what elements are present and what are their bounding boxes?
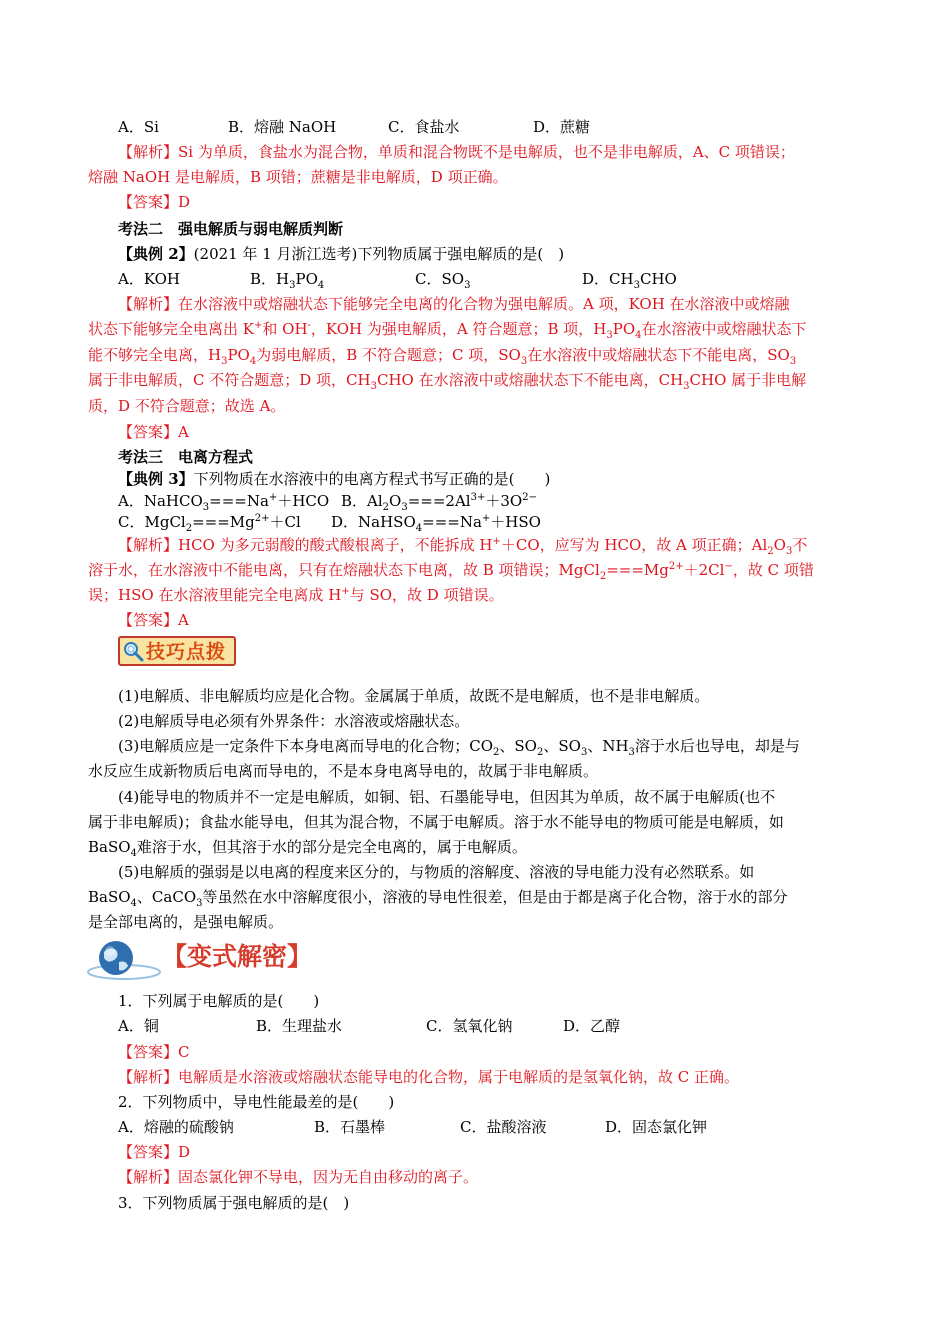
v2-option-b: B．石墨棒 (314, 1118, 386, 1136)
example3-analysis-l3: 误；HSO 在水溶液里能完全电离成 H+与 SO，故 D 项错误。 (88, 586, 504, 604)
q1-option-b: B．熔融 NaOH (228, 118, 337, 136)
example3-answer: 【答案】A (118, 611, 189, 629)
q1-answer: 【答案】D (118, 193, 191, 211)
tip-3-line1: (3)电解质应是一定条件下本身电离而导电的化合物；$CO_2$、$SO_2$、$SO_3$、$NH_3$溶于水后也导电，却是与 (118, 737, 800, 758)
v2-analysis: 【解析】固态氯化钾不导电，因为无自由移动的离子。 (118, 1168, 479, 1186)
method3-title: 考法三 电离方程式 (118, 448, 254, 466)
v1-analysis: 【解析】电解质是水溶液或熔融状态能导电的化合物，属于电解质的是氢氧化钠，故 C 正确。 (118, 1068, 740, 1086)
v1-options (118, 1015, 903, 1037)
example2-analysis-l3: 能不够完全电离，$H_3PO_4$为弱电解质，B 不符合题意；C 项，$SO_3$在水溶液中或熔融状态下不能电离，$SO_3$ (88, 346, 797, 367)
globe-icon (86, 936, 166, 982)
tip-5-line3: 是全部电离的，是强电解质。 (88, 913, 284, 931)
example3-option-d: D．NaHSO$_4$===Na+＋HSO (331, 513, 541, 534)
v2-stem: 2．下列物质中，导电性能最差的是( ) (118, 1093, 395, 1111)
v1-option-b: B．生理盐水 (256, 1017, 343, 1035)
variant-banner-label: 【变式解密】 (162, 942, 313, 971)
variant-banner (86, 936, 346, 982)
example3-question: 下列物质在水溶液中的电离方程式书写正确的是( ) (193, 470, 551, 488)
example3-options-cd (118, 511, 903, 533)
example2-option-b: B．$H_3PO_4$ (250, 270, 325, 291)
magnifier-icon (122, 640, 144, 662)
v2-options (118, 1116, 903, 1138)
example2-analysis-l2: 状态下能够完全电离出 K+和 OH-，KOH 为强电解质，A 符合题意；B 项，$H_3PO_4$在水溶液中或熔融状态下 (88, 320, 807, 341)
v2-option-a: A．熔融的硫酸钠 (118, 1118, 234, 1136)
q1-option-c: C．食盐水 (388, 118, 460, 136)
v3-stem: 3．下列物质属于强电解质的是( ) (118, 1194, 350, 1212)
method2-title: 考法二 强电解质与弱电解质判断 (118, 220, 344, 238)
example3-option-a: A．NaHCO$_3$===Na+＋HCO (118, 492, 330, 513)
tip-5-line2: BaSO$_4$、CaCO$_3$等虽然在水中溶解度很小，溶液的导电性很差，但是由于都是离子化合物，溶于水的部分 (88, 888, 788, 909)
example2-stem (118, 243, 903, 265)
tip-4-line1: (4)能导电的物质并不一定是电解质，如铜、铝、石墨能导电，但因其为单质，故不属于电解质(也不 (118, 788, 776, 806)
example2-tag: 【典例 2】 (118, 245, 194, 263)
example2-answer: 【答案】A (118, 423, 189, 441)
tip-5-line1: (5)电解质的强弱是以电离的程度来区分的，与物质的溶解度、溶液的导电能力没有必然联系。如 (118, 863, 755, 881)
example2-option-d: D．$CH_3CHO$ (582, 270, 677, 291)
example2-option-a: A．KOH (118, 270, 181, 288)
q1-analysis-line1: 【解析】Si 为单质，食盐水为混合物，单质和混合物既不是电解质，也不是非电解质，A、C 项错误； (118, 143, 795, 161)
tip-4-line2: 属于非电解质)；食盐水能导电，但其为混合物，不属于电解质。溶于水不能导电的物质可能是电解质，如 (88, 813, 784, 831)
v1-option-d: D．乙醇 (563, 1017, 621, 1035)
example2-option-c: C．$SO_3$ (415, 270, 471, 291)
v2-answer: 【答案】D (118, 1143, 191, 1161)
example2-analysis-l1: 【解析】在水溶液中或熔融状态下能够完全电离的化合物为强电解质。A 项，KOH 在水溶液中或熔融 (118, 295, 790, 313)
q1-options (118, 116, 903, 138)
tip-2: (2)电解质导电必须有外界条件：水溶液或熔融状态。 (118, 712, 470, 730)
example2-analysis-l4: 属于非电解质，C 不符合题意；D 项，$CH_3CHO$ 在水溶液中或熔融状态下不能电离，$CH_3CHO$ 属于非电解 (88, 371, 807, 392)
example2-analysis-l5: 质，D 不符合题意；故选 A。 (88, 397, 286, 415)
example3-stem (118, 468, 903, 490)
v1-answer: 【答案】C (118, 1043, 190, 1061)
example3-options-ab (118, 490, 903, 512)
v1-option-c: C．氢氧化钠 (426, 1017, 513, 1035)
q1-option-d: D．蔗糖 (533, 118, 591, 136)
q1-analysis-line2: 熔融 NaOH 是电解质，B 项错；蔗糖是非电解质，D 项正确。 (88, 168, 508, 186)
example3-tag: 【典例 3】 (118, 470, 194, 488)
v1-stem: 1．下列属于电解质的是( ) (118, 992, 320, 1010)
tip-3-line2: 水反应生成新物质后电离而导电的，不是本身电离导电的，故属于非电解质。 (88, 762, 599, 780)
example3-option-c: C．$MgCl_2===Mg^{2+}+Cl$ (118, 513, 301, 534)
q1-option-a: A．Si (118, 118, 159, 136)
example3-option-b: B．$Al_2O_3===2Al^{3+}+3O^{2-}$ (341, 492, 537, 513)
v1-option-a: A．铜 (118, 1017, 159, 1035)
example3-analysis-l2: 溶于水，在水溶液中不能电离，只有在熔融状态下电离，故 B 项错误；$MgCl_2===Mg^{2+}+2Cl^-$，故 C 项错 (88, 561, 814, 582)
tip-4-line3: BaSO$_4$难溶于水，但其溶于水的部分是完全电离的，属于电解质。 (88, 838, 527, 859)
tip-1: (1)电解质、非电解质均应是化合物。金属属于单质，故既不是电解质，也不是非电解质。 (118, 687, 710, 705)
v2-option-c: C．盐酸溶液 (460, 1118, 547, 1136)
tip-badge (118, 636, 236, 666)
tip-badge-label: 技巧点拨 (146, 641, 227, 663)
v2-option-d: D．固态氯化钾 (605, 1118, 708, 1136)
example3-analysis-l1: 【解析】HCO 为多元弱酸的酸式酸根离子，不能拆成 H+＋CO，应写为 HCO，故 A 项正确；$Al_2O_3$不 (118, 536, 808, 557)
example2-question: (2021 年 1 月浙江选考)下列物质属于强电解质的是( ) (193, 245, 565, 263)
example2-options (118, 268, 903, 290)
